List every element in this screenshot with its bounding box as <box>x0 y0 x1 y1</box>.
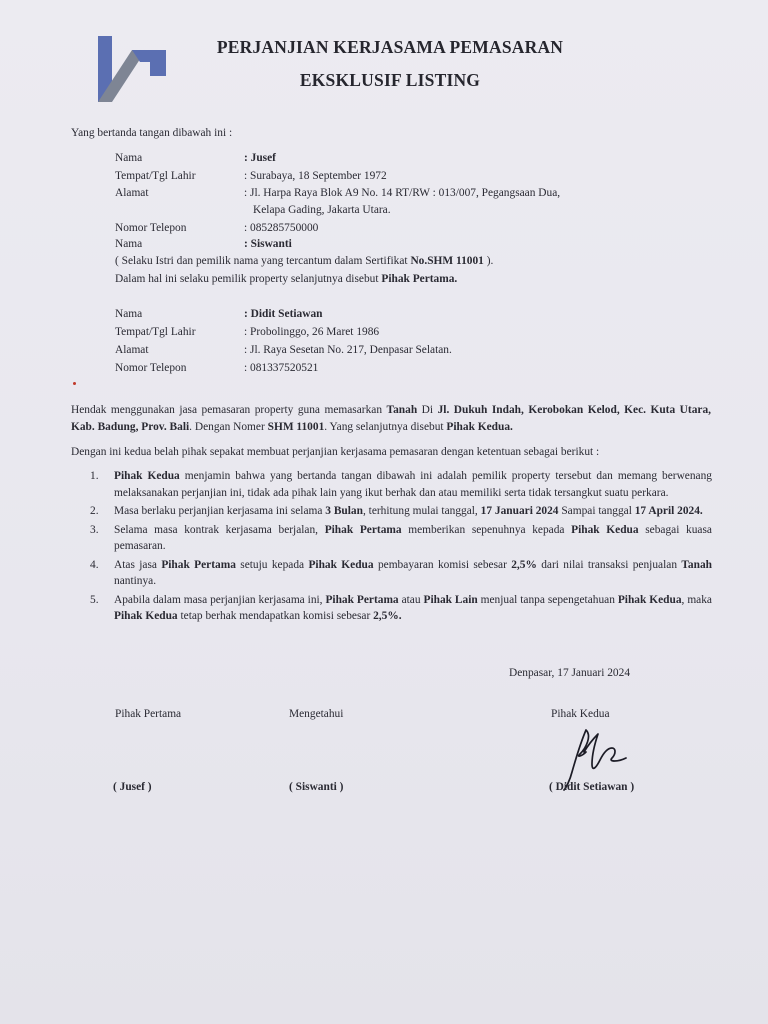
party1-phone-label: Nomor Telepon <box>115 222 187 234</box>
term-emphasis: 17 April 2024. <box>634 505 703 517</box>
term-text: tetap berhak mendapatkan komisi sebesar <box>177 610 374 622</box>
term-emphasis: Pihak Lain <box>423 593 478 606</box>
terms-list <box>90 468 712 627</box>
term-text: sebagai kuasa pemasaran. <box>114 523 712 552</box>
party1-name-label: Nama <box>115 152 143 164</box>
term-text: pembayaran komisi sebesar <box>373 558 512 571</box>
owner-statement-text: Dalam hal ini selaku pemilik property selanjutnya disebut <box>115 273 382 285</box>
party1-name-value: : Jusef <box>244 152 276 164</box>
owner-party-designation: Pihak Pertama. <box>381 273 458 285</box>
purpose-text-1: Hendak menggunakan jasa pemasaran property guna memasarkan <box>71 404 387 416</box>
term-text: , terhitung mulai tanggal, <box>362 505 481 517</box>
party2-name-value: : Didit Setiawan <box>244 308 323 320</box>
term-emphasis: 2,5%. <box>373 610 402 622</box>
term-text: Selama masa kontrak kerjasama berjalan, <box>114 523 325 536</box>
term-text: Atas jasa <box>114 558 162 571</box>
term-text: dari nilai transaksi penjualan <box>536 558 682 571</box>
witness-name: ( Siswanti ) <box>289 781 344 793</box>
second-party-label: Pihak Kedua <box>551 708 610 720</box>
purpose-paragraph <box>71 402 711 436</box>
certificate-note-text: ( Selaku Istri dan pemilik nama yang tercantum dalam Sertifikat <box>115 255 411 267</box>
term-number: 5. <box>90 593 99 606</box>
purpose-designation: Pihak Kedua. <box>446 421 513 433</box>
term-item <box>90 503 712 520</box>
term-text: atau <box>398 593 424 606</box>
agreement-intro: Dengan ini kedua belah pihak sepakat membuat perjanjian kerjasama pemasaran dengan ketentuan sebagai berikut : <box>71 446 600 458</box>
certificate-note-end: ). <box>483 255 494 267</box>
party2-address-label: Alamat <box>115 344 149 356</box>
term-item <box>90 522 712 555</box>
term-emphasis: Pihak Kedua <box>571 523 639 536</box>
party2-phone-value: : 081337520521 <box>244 362 319 374</box>
party1-birth-value: : Surabaya, 18 September 1972 <box>244 170 387 182</box>
term-emphasis: 3 Bulan <box>325 505 363 517</box>
term-emphasis: Pihak Pertama <box>325 593 399 606</box>
document-title-line1: PERJANJIAN KERJASAMA PEMASARAN <box>216 37 564 57</box>
term-item <box>90 557 712 590</box>
certificate-number: No.SHM 11001 <box>410 255 484 267</box>
place-date: Denpasar, 17 Januari 2024 <box>509 667 631 679</box>
term-text: , maka <box>681 593 712 606</box>
party1-address-label: Alamat <box>115 187 149 199</box>
term-text: nantinya. <box>114 575 157 587</box>
term-emphasis: Tanah <box>681 558 712 571</box>
term-text: memberikan sepenuhnya kepada <box>401 523 572 536</box>
term-text: menjamin bahwa yang bertanda tangan dibawah ini adalah pemilik property tersebut dan memang berwenang melaksanakan perjanjian ini, tidak ada pihak lain yang ikut berhak dan atau memiliki serta tidak tersangkut suatu perkara. <box>114 470 712 499</box>
term-emphasis: Pihak Kedua <box>114 470 180 482</box>
witness-label: Mengetahui <box>289 708 344 720</box>
term-text: setuju kepada <box>235 558 309 571</box>
party1-spouse-label: Nama <box>115 238 143 250</box>
term-item <box>90 468 712 501</box>
party2-birth-value: : Probolinggo, 26 Maret 1986 <box>244 326 380 338</box>
party1-owner-statement <box>115 272 457 286</box>
purpose-location: Jl. Dukuh Indah, Kerobokan Kelod, Kec. Kuta Utara, Kab. Badung, Prov. Bali <box>71 404 711 433</box>
term-emphasis: 17 Januari 2024 <box>480 505 559 517</box>
term-number: 4. <box>90 558 99 571</box>
term-emphasis: Pihak Kedua <box>617 593 682 606</box>
ink-dot <box>73 382 76 385</box>
party1-certificate-note <box>115 254 493 268</box>
party1-address-line2: Kelapa Gading, Jakarta Utara. <box>253 204 391 216</box>
term-number: 1. <box>90 470 99 482</box>
term-emphasis: 2,5% <box>511 558 537 571</box>
term-number: 3. <box>90 523 99 536</box>
party1-spouse-value: : Siswanti <box>244 238 292 250</box>
purpose-text-2: Di <box>417 404 438 416</box>
purpose-certificate: SHM 11001 <box>267 421 325 433</box>
party2-name-label: Nama <box>115 308 143 320</box>
document-title-line2: EKSKLUSIF LISTING <box>299 70 481 90</box>
first-party-label: Pihak Pertama <box>115 708 182 720</box>
party2-phone-label: Nomor Telepon <box>115 362 187 374</box>
party2-birth-label: Tempat/Tgl Lahir <box>115 326 196 338</box>
purpose-object: Tanah <box>386 404 418 416</box>
party1-phone-value: : 085285750000 <box>244 222 319 234</box>
intro-text: Yang bertanda tangan dibawah ini : <box>71 127 233 139</box>
second-party-name: ( Didit Setiawan ) <box>549 781 635 793</box>
term-emphasis: Pihak Pertama <box>161 558 236 571</box>
term-item <box>90 592 712 625</box>
first-party-name: ( Jusef ) <box>113 781 152 793</box>
purpose-text-4: . Yang selanjutnya disebut <box>324 421 447 433</box>
party2-address-value: : Jl. Raya Sesetan No. 217, Denpasar Selatan. <box>244 344 452 356</box>
term-emphasis: Pihak Kedua <box>308 558 374 571</box>
term-emphasis: Pihak Kedua <box>114 610 178 622</box>
term-number: 2. <box>90 505 99 517</box>
term-text: menjual tanpa sepengetahuan <box>477 593 618 606</box>
party1-birth-label: Tempat/Tgl Lahir <box>115 170 196 182</box>
purpose-text-3: . Dengan Nomer <box>189 421 268 433</box>
company-logo-icon <box>88 32 172 106</box>
term-text: Masa berlaku perjanjian kerjasama ini selama <box>114 505 326 517</box>
term-text: Apabila dalam masa perjanjian kerjasama ini, <box>114 593 326 606</box>
term-text: Sampai tanggal <box>558 505 635 517</box>
term-emphasis: Pihak Pertama <box>324 523 402 536</box>
party1-address-value: : Jl. Harpa Raya Blok A9 No. 14 RT/RW : 013/007, Pegangsaan Dua, <box>244 187 561 199</box>
